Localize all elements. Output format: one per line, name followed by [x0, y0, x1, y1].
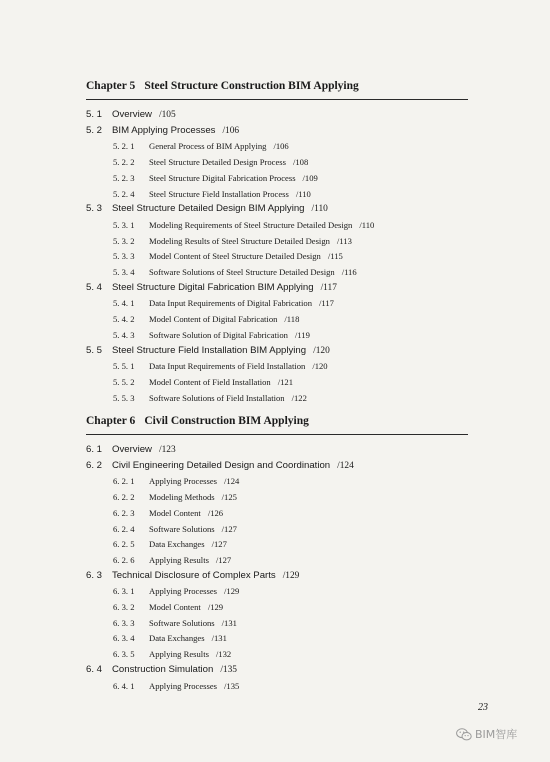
- toc-subsection-entry: [113, 171, 318, 185]
- toc-subsection-entry: [113, 218, 374, 232]
- section-page: /110: [311, 204, 328, 215]
- section-page: /120: [313, 345, 330, 356]
- chapter-number: Chapter 5: [86, 80, 136, 92]
- subsection-number: 6. 3. 1: [113, 586, 135, 597]
- toc-subsection-entry: [113, 375, 293, 389]
- subsection-number: 5. 2. 4: [113, 188, 135, 199]
- section-title: Steel Structure Field Installation BIM Applying: [112, 344, 307, 356]
- subsection-page: /125: [221, 492, 237, 503]
- subsection-page: /110: [359, 219, 375, 230]
- section-page: /135: [220, 664, 237, 675]
- chapter-name: Civil Construction BIM Applying: [144, 415, 309, 427]
- subsection-page: /127: [211, 539, 227, 550]
- subsection-page: /118: [284, 314, 300, 325]
- subsection-page: /132: [215, 649, 232, 660]
- section-number: 6. 2: [86, 459, 103, 471]
- section-title: Construction Simulation: [112, 663, 214, 675]
- toc-subsection-entry: [113, 139, 289, 153]
- subsection-title: Steel Structure Detailed Design Process: [149, 157, 286, 168]
- subsection-number: 6. 2. 1: [113, 476, 135, 487]
- section-title: Technical Disclosure of Complex Parts: [112, 569, 276, 581]
- wechat-icon: [456, 728, 472, 741]
- subsection-page: /121: [277, 376, 294, 387]
- toc-subsection-entry: [113, 312, 299, 326]
- section-number: 6. 4: [86, 663, 103, 675]
- subsection-title: Data Input Requirements of Field Installation: [149, 361, 306, 372]
- subsection-title: Model Content: [149, 507, 201, 518]
- toc-subsection-entry: [113, 234, 352, 248]
- subsection-number: 6. 3. 4: [113, 633, 135, 644]
- subsection-page: /109: [302, 172, 318, 183]
- subsection-page: /131: [221, 617, 237, 628]
- toc-subsection-entry: [113, 359, 328, 373]
- section-number: 5. 4: [86, 281, 103, 293]
- subsection-number: 6. 3. 3: [113, 617, 135, 628]
- subsection-title: Model Content of Digital Fabrication: [149, 314, 278, 325]
- subsection-page: /124: [224, 476, 240, 487]
- page-number: 23: [478, 702, 488, 713]
- subsection-page: /120: [312, 361, 328, 372]
- section-page: /117: [320, 282, 337, 293]
- section-number: 5. 2: [86, 124, 103, 136]
- subsection-number: 5. 2. 2: [113, 157, 135, 168]
- subsection-number: 5. 3. 1: [113, 219, 135, 230]
- subsection-title: Model Content: [149, 602, 201, 612]
- section-number: 6. 1: [86, 444, 103, 455]
- subsection-number: 5. 3. 3: [113, 251, 135, 262]
- subsection-number: 5. 2. 1: [113, 141, 135, 152]
- toc-subsection-entry: [113, 647, 231, 661]
- toc-subsection-entry: [113, 537, 227, 551]
- subsection-title: Applying Processes: [149, 586, 218, 597]
- toc-section-entry: [86, 443, 176, 457]
- toc-section-entry: [86, 108, 176, 122]
- toc-subsection-entry: [113, 265, 357, 279]
- toc-section-entry: [86, 281, 337, 295]
- subsection-number: 6. 3. 2: [113, 602, 135, 612]
- subsection-page: /127: [221, 523, 237, 534]
- subsection-title: Steel Structure Digital Fabrication Process: [149, 172, 296, 183]
- subsection-number: 5. 4. 1: [113, 298, 135, 309]
- toc-subsection-entry: [113, 474, 239, 488]
- toc-subsection-entry: [113, 584, 239, 598]
- subsection-number: 6. 2. 5: [113, 539, 135, 550]
- toc-subsection-entry: [113, 631, 227, 645]
- subsection-number: 6. 4. 1: [113, 680, 135, 691]
- watermark: [456, 726, 517, 742]
- subsection-title: Data Input Requirements of Digital Fabrication: [149, 298, 313, 309]
- toc-subsection-entry: [113, 600, 223, 614]
- section-title: Overview: [112, 109, 152, 120]
- toc-subsection-entry: [113, 249, 343, 263]
- toc-subsection-entry: [113, 679, 239, 693]
- chapter-title: [86, 80, 359, 92]
- subsection-title: Software Solutions of Steel Structure Detailed Design: [149, 267, 335, 277]
- subsection-title: Software Solutions: [149, 617, 215, 628]
- chapter-title: [86, 415, 309, 427]
- subsection-page: /129: [207, 602, 224, 612]
- subsection-number: 6. 2. 2: [113, 492, 135, 503]
- subsection-number: 6. 2. 3: [113, 507, 135, 518]
- subsection-number: 5. 5. 3: [113, 392, 135, 403]
- subsection-page: /131: [211, 633, 227, 644]
- section-page: /129: [282, 570, 300, 581]
- subsection-title: Applying Results: [149, 554, 209, 565]
- section-number: 5. 3: [86, 203, 103, 215]
- toc-section-entry: [86, 124, 239, 138]
- toc-subsection-entry: [113, 155, 308, 169]
- subsection-number: 6. 3. 5: [113, 649, 135, 660]
- subsection-number: 5. 4. 3: [113, 329, 135, 340]
- section-number: 6. 3: [86, 569, 103, 581]
- subsection-page: /119: [294, 329, 310, 340]
- subsection-title: Applying Processes: [149, 680, 218, 691]
- toc-section-entry: [86, 202, 328, 216]
- subsection-title: Applying Results: [149, 649, 209, 660]
- toc-subsection-entry: [113, 391, 307, 405]
- subsection-title: Software Solution of Digital Fabrication: [149, 329, 288, 340]
- subsection-title: Modeling Requirements of Steel Structure Detailed Design: [149, 219, 353, 230]
- subsection-page: /116: [341, 267, 357, 277]
- subsection-number: 5. 3. 4: [113, 267, 135, 277]
- chapter-number: Chapter 6: [86, 415, 136, 427]
- section-title: Steel Structure Detailed Design BIM Applying: [112, 203, 305, 215]
- section-title: Civil Engineering Detailed Design and Coordination: [112, 459, 331, 471]
- toc-subsection-entry: [113, 187, 311, 201]
- section-page: /105: [158, 110, 176, 120]
- subsection-title: General Process of BIM Applying: [149, 141, 267, 152]
- toc-subsection-entry: [113, 296, 334, 310]
- section-number: 5. 5: [86, 344, 103, 356]
- subsection-page: /122: [291, 392, 307, 403]
- toc-section-entry: [86, 459, 354, 473]
- subsection-title: Modeling Results of Steel Structure Detailed Design: [149, 235, 330, 246]
- subsection-page: /108: [293, 157, 309, 168]
- subsection-title: Software Solutions of Field Installation: [149, 392, 285, 403]
- subsection-title: Model Content of Field Installation: [149, 376, 271, 387]
- subsection-page: /127: [215, 554, 232, 565]
- section-title: Overview: [112, 444, 152, 455]
- subsection-page: /115: [327, 251, 343, 262]
- subsection-number: 5. 3. 2: [113, 235, 135, 246]
- section-page: /106: [222, 125, 240, 136]
- subsection-title: Steel Structure Field Installation Process: [149, 188, 289, 199]
- subsection-number: 5. 2. 3: [113, 172, 135, 183]
- subsection-number: 5. 5. 2: [113, 376, 135, 387]
- chapter-rule: [86, 434, 468, 435]
- chapter-name: Steel Structure Construction BIM Applying: [144, 80, 359, 92]
- section-number: 5. 1: [86, 109, 103, 120]
- subsection-page: /106: [273, 141, 289, 152]
- subsection-page: /117: [319, 298, 334, 309]
- subsection-title: Model Content of Steel Structure Detailed Design: [149, 251, 321, 262]
- toc-section-entry: [86, 569, 299, 583]
- toc-section-entry: [86, 663, 237, 677]
- subsection-number: 6. 2. 6: [113, 554, 135, 565]
- chapter-rule: [86, 99, 468, 100]
- subsection-title: Data Exchanges: [149, 633, 205, 644]
- subsection-page: /113: [336, 235, 352, 246]
- subsection-title: Modeling Methods: [149, 492, 215, 503]
- subsection-title: Data Exchanges: [149, 539, 205, 550]
- subsection-number: 5. 4. 2: [113, 314, 135, 325]
- subsection-number: 5. 5. 1: [113, 361, 135, 372]
- watermark-text: BIM智库: [475, 728, 518, 741]
- toc-subsection-entry: [113, 522, 237, 536]
- subsection-title: Software Solutions: [149, 523, 215, 534]
- section-page: /124: [337, 460, 354, 471]
- section-title: BIM Applying Processes: [112, 124, 216, 136]
- section-title: Steel Structure Digital Fabrication BIM Applying: [112, 281, 314, 293]
- toc-subsection-entry: [113, 490, 237, 504]
- toc-section-entry: [86, 344, 330, 358]
- toc-subsection-entry: [113, 506, 223, 520]
- subsection-page: /129: [224, 586, 240, 597]
- section-page: /123: [158, 445, 176, 455]
- toc-subsection-entry: [113, 328, 310, 342]
- subsection-page: /135: [224, 680, 240, 691]
- subsection-page: /110: [295, 188, 311, 199]
- subsection-page: /126: [207, 507, 224, 518]
- toc-subsection-entry: [113, 553, 231, 567]
- subsection-title: Applying Processes: [149, 476, 218, 487]
- toc-subsection-entry: [113, 616, 237, 630]
- subsection-number: 6. 2. 4: [113, 523, 135, 534]
